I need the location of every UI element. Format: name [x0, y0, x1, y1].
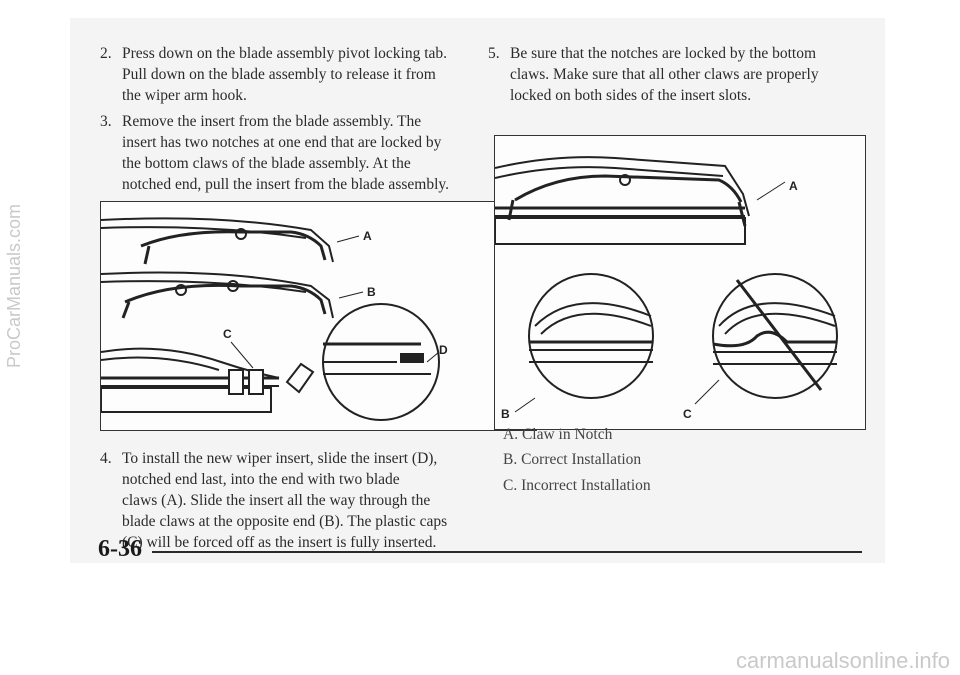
step-line: locked on both sides of the insert slots. [510, 87, 752, 104]
step-line: Press down on the blade assembly pivot locking tab. [122, 45, 448, 62]
step-line: To install the new wiper insert, slide the insert (D), [122, 450, 438, 467]
blade-assembly-b [101, 273, 363, 319]
claw-notch-drawing [495, 136, 865, 429]
label-b: B [367, 285, 376, 299]
correct-installation-circle [515, 274, 653, 412]
bottom-watermark: carmanualsonline.info [735, 648, 950, 673]
step-line: insert has two notches at one end that are locked by [122, 134, 442, 151]
step-line: claws (A). Slide the insert all the way through the [122, 492, 431, 509]
label-b: B [501, 407, 510, 421]
blade-insert-drawing [101, 202, 536, 430]
claw-notch-illustration [494, 135, 866, 430]
step-line: Remove the insert from the blade assembly. The [122, 113, 422, 130]
blade-end-assembly [495, 157, 785, 244]
step-line: (C) will be forced off as the insert is fully inserted. [122, 534, 437, 551]
step-number: 2. [100, 45, 112, 62]
label-c: C [223, 327, 232, 341]
manual-page [70, 18, 885, 563]
step-number: 3. [100, 113, 112, 130]
incorrect-installation-circle [695, 274, 837, 404]
label-a: A [789, 179, 798, 193]
legend-item-correct-installation: B. Correct Installation [503, 451, 642, 468]
page-number: 6-36 [98, 536, 142, 562]
step-line: Be sure that the notches are locked by the bottom [510, 45, 817, 62]
label-a: A [363, 229, 372, 243]
step-text [122, 43, 447, 106]
insert-detail-circle [323, 304, 439, 420]
step-number: 4. [100, 450, 112, 467]
step-line: the bottom claws of the blade assembly. At the [122, 155, 411, 172]
label-d: D [439, 343, 448, 357]
legend-item-incorrect-installation: C. Incorrect Installation [503, 477, 651, 494]
step-text [122, 448, 447, 553]
step-line: notched end last, into the end with two blade [122, 471, 400, 488]
step-line: claws. Make sure that all other claws are properly [510, 66, 819, 83]
step-text [122, 111, 449, 195]
step-line: notched end, pull the insert from the blade assembly. [122, 176, 449, 193]
step-text [510, 43, 819, 106]
blade-insert-illustration [100, 201, 537, 431]
blade-assembly-a [101, 218, 359, 264]
step-line: blade claws at the opposite end (B). The plastic caps [122, 513, 448, 530]
blade-with-insert [101, 342, 313, 412]
legend-item-claw-in-notch: A. Claw in Notch [503, 426, 613, 443]
label-c: C [683, 407, 692, 421]
footer-rule [152, 551, 862, 553]
step-line: the wiper arm hook. [122, 87, 247, 104]
step-number: 5. [488, 45, 500, 62]
side-watermark: ProCarManuals.com [4, 203, 24, 368]
step-line: Pull down on the blade assembly to release it from [122, 66, 436, 83]
